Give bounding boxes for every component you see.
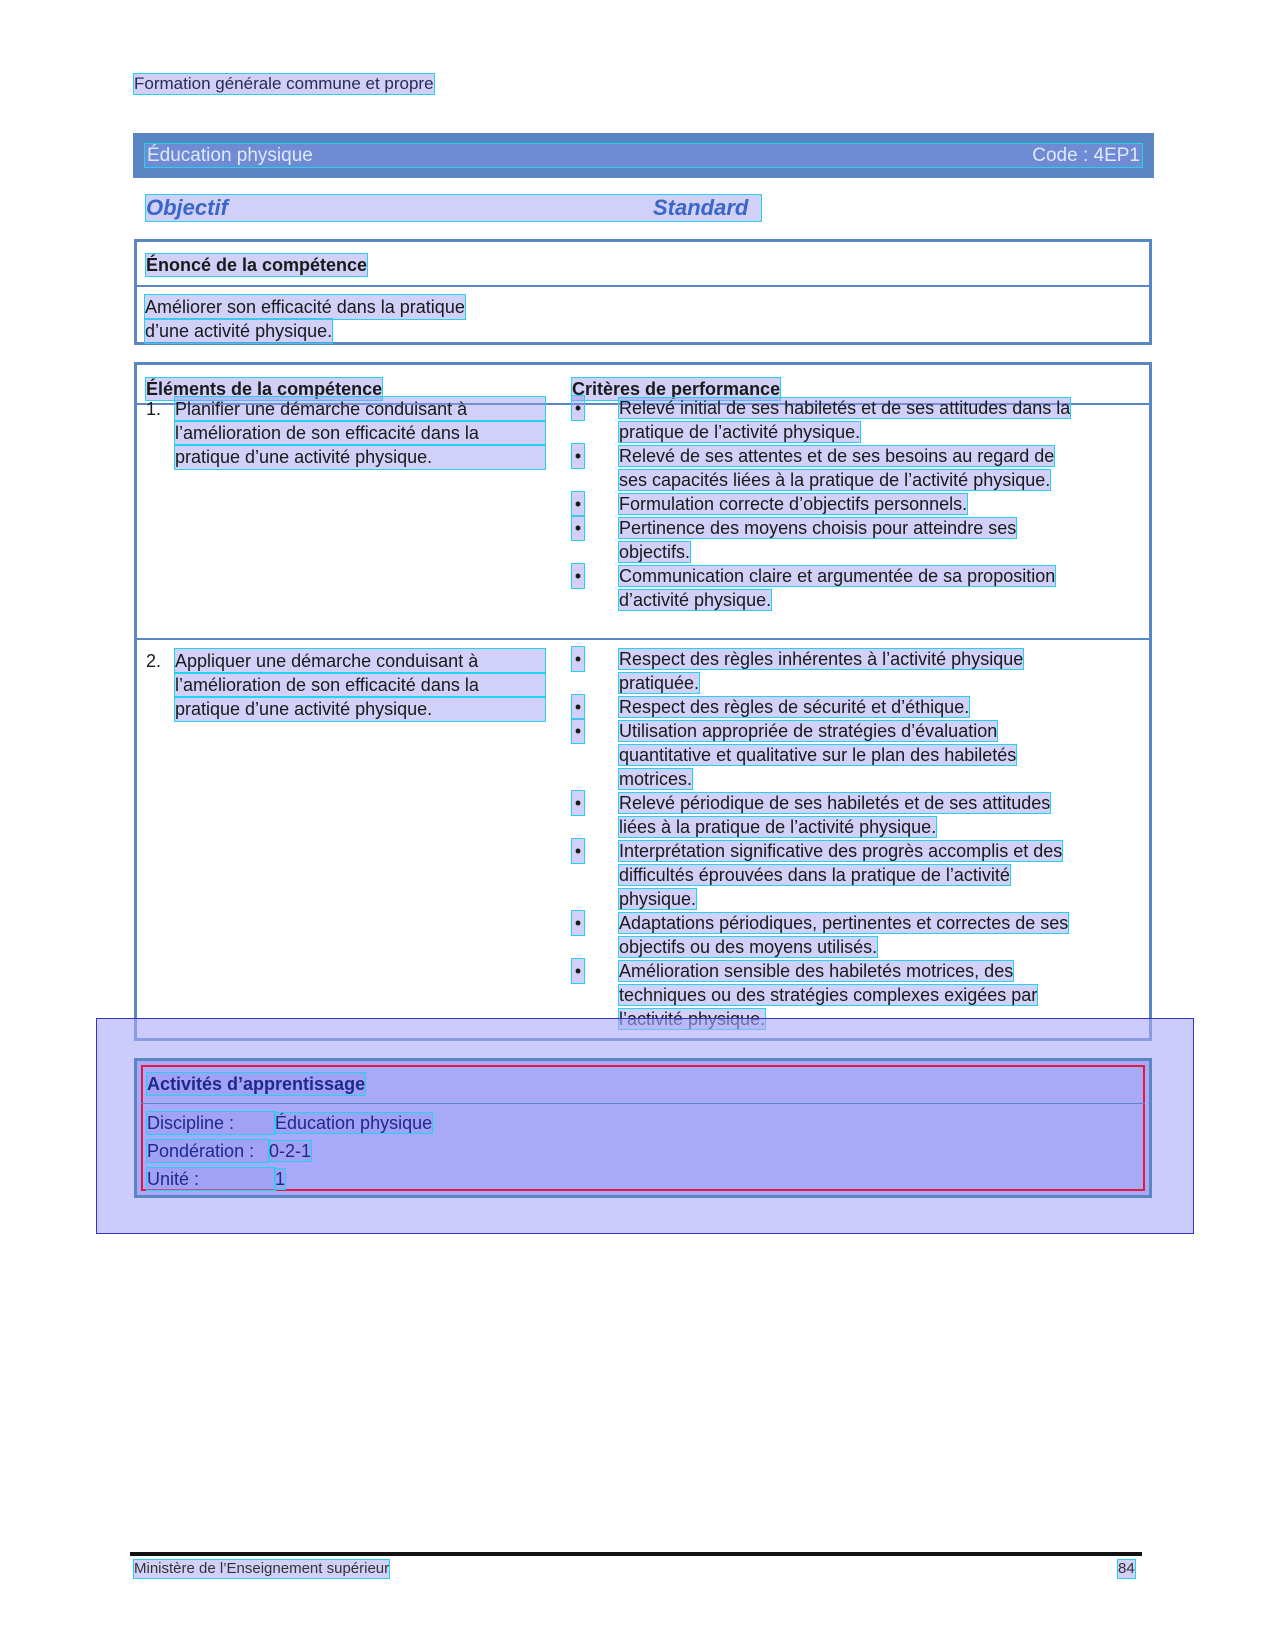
page-number: 84	[1118, 1560, 1135, 1577]
criterion-line: liées à la pratique de l’activité physique.	[619, 817, 937, 837]
criterion-line: Respect des règles de sécurité et d’éthique.	[619, 697, 970, 717]
criterion-line: pratiquée.	[619, 673, 700, 693]
weighting-row	[147, 1140, 311, 1162]
criterion-line: objectifs.	[619, 542, 691, 562]
element-number: 2.	[146, 651, 162, 671]
criterion-line: physique.	[619, 889, 697, 909]
criteria-column-header: Critères de performance	[572, 379, 781, 399]
bullet: •	[572, 396, 584, 420]
document-header: Formation générale commune et propre	[134, 74, 434, 93]
learning-activities-box	[134, 1058, 1152, 1198]
criterion	[572, 396, 1132, 444]
criterion-line: Interprétation significative des progrès accomplis et des	[619, 841, 1063, 861]
unit-row	[147, 1168, 285, 1190]
criterion	[572, 791, 1132, 839]
standard-label: Standard	[653, 195, 749, 220]
criterion-line: difficultés éprouvées dans la pratique de l’activité	[619, 865, 1010, 885]
discipline-row	[147, 1112, 432, 1134]
discipline-label: Discipline :	[147, 1112, 275, 1134]
competency-statement-text	[145, 295, 465, 343]
bullet: •	[572, 564, 584, 588]
criterion	[572, 719, 1132, 791]
element-line: l’amélioration de son efficacité dans la	[175, 421, 545, 445]
criterion-line: pratique de l’activité physique.	[619, 422, 861, 442]
criterion	[572, 564, 1132, 612]
title-bar	[133, 133, 1154, 178]
weighting-label: Pondération :	[147, 1140, 269, 1162]
bullet: •	[572, 911, 584, 935]
learning-activities-title: Activités d’apprentissage	[147, 1074, 366, 1094]
criterion	[572, 647, 1132, 695]
criterion-line: Respect des règles inhérentes à l’activité physique	[619, 649, 1024, 669]
unit-label: Unité :	[147, 1168, 275, 1190]
bullet: •	[572, 492, 584, 516]
element-line: l’amélioration de son efficacité dans la	[175, 673, 545, 697]
bullet: •	[572, 516, 584, 540]
objective-label: Objectif	[146, 195, 228, 220]
element-line: pratique d’une activité physique.	[175, 445, 545, 469]
divider	[141, 1103, 1145, 1104]
criterion	[572, 516, 1132, 564]
criterion-line: Utilisation appropriée de stratégies d’évaluation	[619, 721, 998, 741]
bullet: •	[572, 839, 584, 863]
competency-statement-box	[134, 239, 1152, 345]
statement-line: d’une activité physique.	[145, 321, 333, 341]
criterion-line: techniques ou des stratégies complexes exigées par	[619, 985, 1038, 1005]
competency-statement-title: Énoncé de la compétence	[146, 255, 368, 275]
bullet: •	[572, 695, 584, 719]
criterion	[572, 444, 1132, 492]
bullet: •	[572, 719, 584, 743]
criterion	[572, 911, 1132, 959]
criterion-line: quantitative et qualitative sur le plan des habiletés	[619, 745, 1017, 765]
footer-ministry: Ministère de l’Enseignement supérieur	[134, 1560, 390, 1577]
criterion-line: Amélioration sensible des habiletés motrices, des	[619, 961, 1014, 981]
bullet: •	[572, 959, 584, 983]
elements-column-header: Éléments de la compétence	[146, 379, 383, 399]
criterion-line: d’activité physique.	[619, 590, 772, 610]
competency-elements-table	[134, 362, 1152, 1041]
element-line: Appliquer une démarche conduisant à	[175, 649, 545, 673]
criterion-line: ses capacités liées à la pratique de l’activité physique.	[619, 470, 1051, 490]
criterion	[572, 839, 1132, 911]
course-code: Code : 4EP1	[1032, 145, 1140, 166]
element-line: pratique d’une activité physique.	[175, 697, 545, 721]
criterion-line: objectifs ou des moyens utilisés.	[619, 937, 878, 957]
objective-standard-heading	[146, 195, 761, 221]
divider	[137, 285, 1149, 287]
criterion-line: Formulation correcte d’objectifs personnels.	[619, 494, 968, 514]
discipline-title: Éducation physique	[147, 145, 313, 166]
statement-line: Améliorer son efficacité dans la pratique	[145, 297, 465, 317]
criterion-line: motrices.	[619, 769, 693, 789]
criterion-line: Relevé périodique de ses habiletés et de ses attitudes	[619, 793, 1051, 813]
criterion-line: Communication claire et argumentée de sa proposition	[619, 566, 1056, 586]
element-line: Planifier une démarche conduisant à	[175, 397, 545, 421]
unit-value: 1	[275, 1169, 286, 1189]
weighting-value: 0-2-1	[269, 1141, 312, 1161]
criterion	[572, 695, 1132, 719]
footer-rule	[130, 1552, 1142, 1556]
discipline-value: Éducation physique	[275, 1113, 433, 1133]
bullet: •	[572, 444, 584, 468]
bullet: •	[572, 647, 584, 671]
criterion	[572, 492, 1132, 516]
criteria-list-1	[572, 396, 1132, 612]
criterion-line: Relevé initial de ses habiletés et de ses attitudes dans la	[619, 398, 1071, 418]
divider	[137, 638, 1149, 640]
bullet: •	[572, 791, 584, 815]
criterion-line: Adaptations périodiques, pertinentes et correctes de ses	[619, 913, 1069, 933]
criterion-line: Relevé de ses attentes et de ses besoins au regard de	[619, 446, 1055, 466]
criterion-line: Pertinence des moyens choisis pour atteindre ses	[619, 518, 1017, 538]
criteria-list-2	[572, 647, 1132, 1031]
element-number: 1.	[146, 399, 162, 419]
